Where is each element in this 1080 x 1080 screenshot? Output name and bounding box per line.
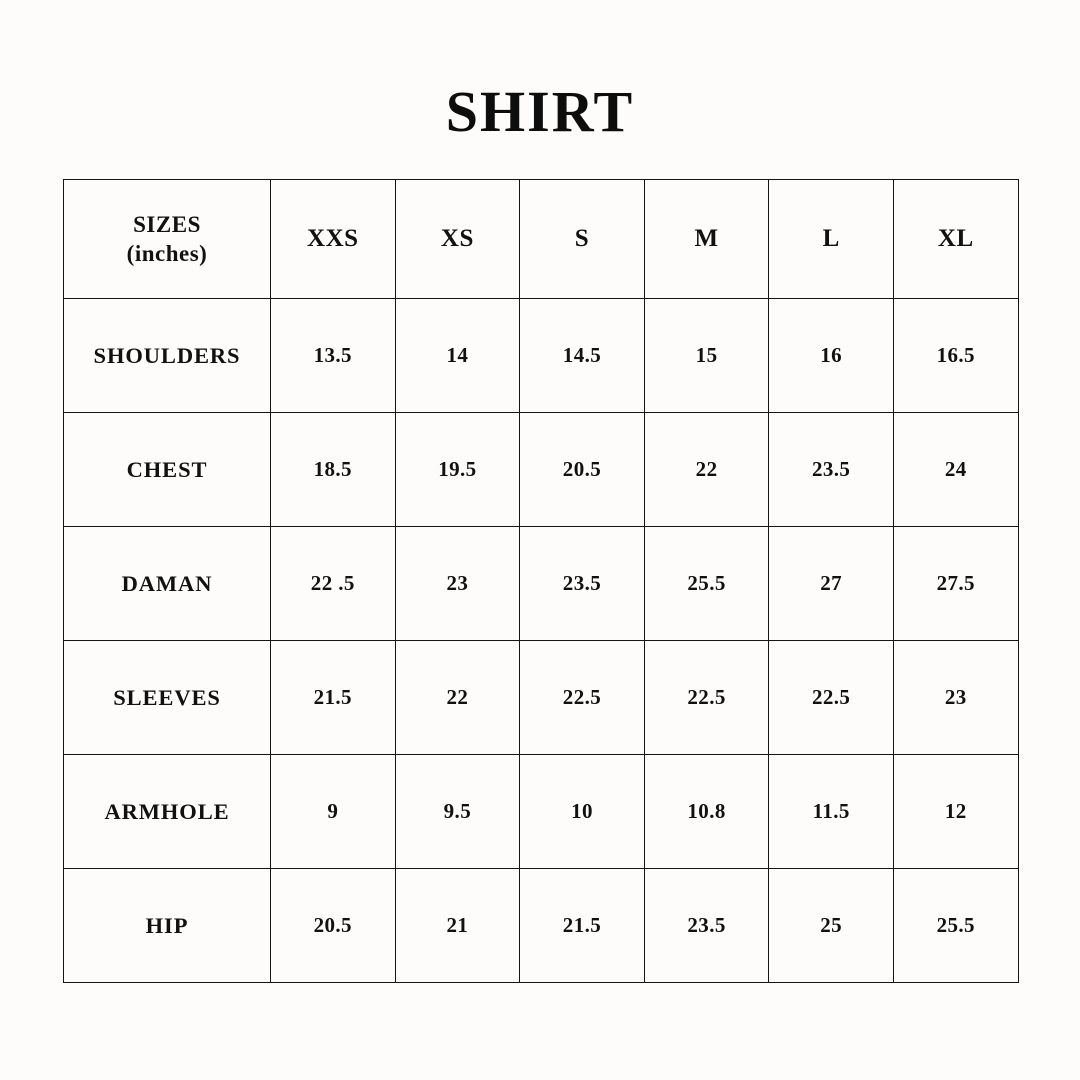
- cell-daman-m: 25.5: [644, 527, 769, 641]
- row-label-hip: HIP: [64, 869, 271, 983]
- size-chart-table: [63, 179, 1019, 983]
- cell-hip-xl: 25.5: [893, 869, 1018, 983]
- table-header: [64, 180, 1019, 299]
- cell-sleeves-xs: 22: [395, 641, 520, 755]
- size-header-xl: XL: [893, 180, 1018, 299]
- cell-armhole-xs: 9.5: [395, 755, 520, 869]
- cell-chest-l: 23.5: [769, 413, 894, 527]
- table-row: [64, 641, 1019, 755]
- sizes-header-line1: SIZES: [133, 211, 201, 237]
- cell-hip-xxs: 20.5: [271, 869, 396, 983]
- cell-shoulders-m: 15: [644, 299, 769, 413]
- cell-chest-s: 20.5: [520, 413, 645, 527]
- cell-hip-s: 21.5: [520, 869, 645, 983]
- table-row: [64, 869, 1019, 983]
- cell-shoulders-l: 16: [769, 299, 894, 413]
- sizes-header-line2: (inches): [126, 241, 208, 266]
- size-header-s: S: [520, 180, 645, 299]
- cell-sleeves-m: 22.5: [644, 641, 769, 755]
- cell-chest-m: 22: [644, 413, 769, 527]
- row-label-sleeves: SLEEVES: [64, 641, 271, 755]
- cell-chest-xs: 19.5: [395, 413, 520, 527]
- cell-sleeves-l: 22.5: [769, 641, 894, 755]
- page-title: SHIRT: [445, 79, 635, 144]
- cell-daman-xxs: 22 .5: [271, 527, 396, 641]
- cell-daman-l: 27: [769, 527, 894, 641]
- cell-armhole-m: 10.8: [644, 755, 769, 869]
- size-header-xs: XS: [395, 180, 520, 299]
- cell-armhole-s: 10: [520, 755, 645, 869]
- cell-shoulders-s: 14.5: [520, 299, 645, 413]
- cell-sleeves-s: 22.5: [520, 641, 645, 755]
- cell-shoulders-xs: 14: [395, 299, 520, 413]
- row-label-chest: CHEST: [64, 413, 271, 527]
- cell-sleeves-xl: 23: [893, 641, 1018, 755]
- cell-sleeves-xxs: 21.5: [271, 641, 396, 755]
- cell-armhole-l: 11.5: [769, 755, 894, 869]
- row-label-daman: DAMAN: [64, 527, 271, 641]
- row-label-armhole: ARMHOLE: [64, 755, 271, 869]
- size-header-l: L: [769, 180, 894, 299]
- header-row: [64, 180, 1019, 299]
- cell-hip-m: 23.5: [644, 869, 769, 983]
- cell-armhole-xxs: 9: [271, 755, 396, 869]
- sizes-unit-header: [64, 180, 271, 299]
- cell-daman-s: 23.5: [520, 527, 645, 641]
- cell-chest-xl: 24: [893, 413, 1018, 527]
- cell-shoulders-xl: 16.5: [893, 299, 1018, 413]
- size-header-m: M: [644, 180, 769, 299]
- cell-daman-xs: 23: [395, 527, 520, 641]
- table-row: [64, 413, 1019, 527]
- cell-shoulders-xxs: 13.5: [271, 299, 396, 413]
- cell-hip-l: 25: [769, 869, 894, 983]
- cell-armhole-xl: 12: [893, 755, 1018, 869]
- table-row: [64, 527, 1019, 641]
- cell-hip-xs: 21: [395, 869, 520, 983]
- row-label-shoulders: SHOULDERS: [64, 299, 271, 413]
- size-chart-table-wrapper: [63, 179, 1018, 983]
- cell-daman-xl: 27.5: [893, 527, 1018, 641]
- cell-chest-xxs: 18.5: [271, 413, 396, 527]
- size-header-xxs: XXS: [271, 180, 396, 299]
- table-row: [64, 755, 1019, 869]
- table-row: [64, 299, 1019, 413]
- table-body: [64, 299, 1019, 983]
